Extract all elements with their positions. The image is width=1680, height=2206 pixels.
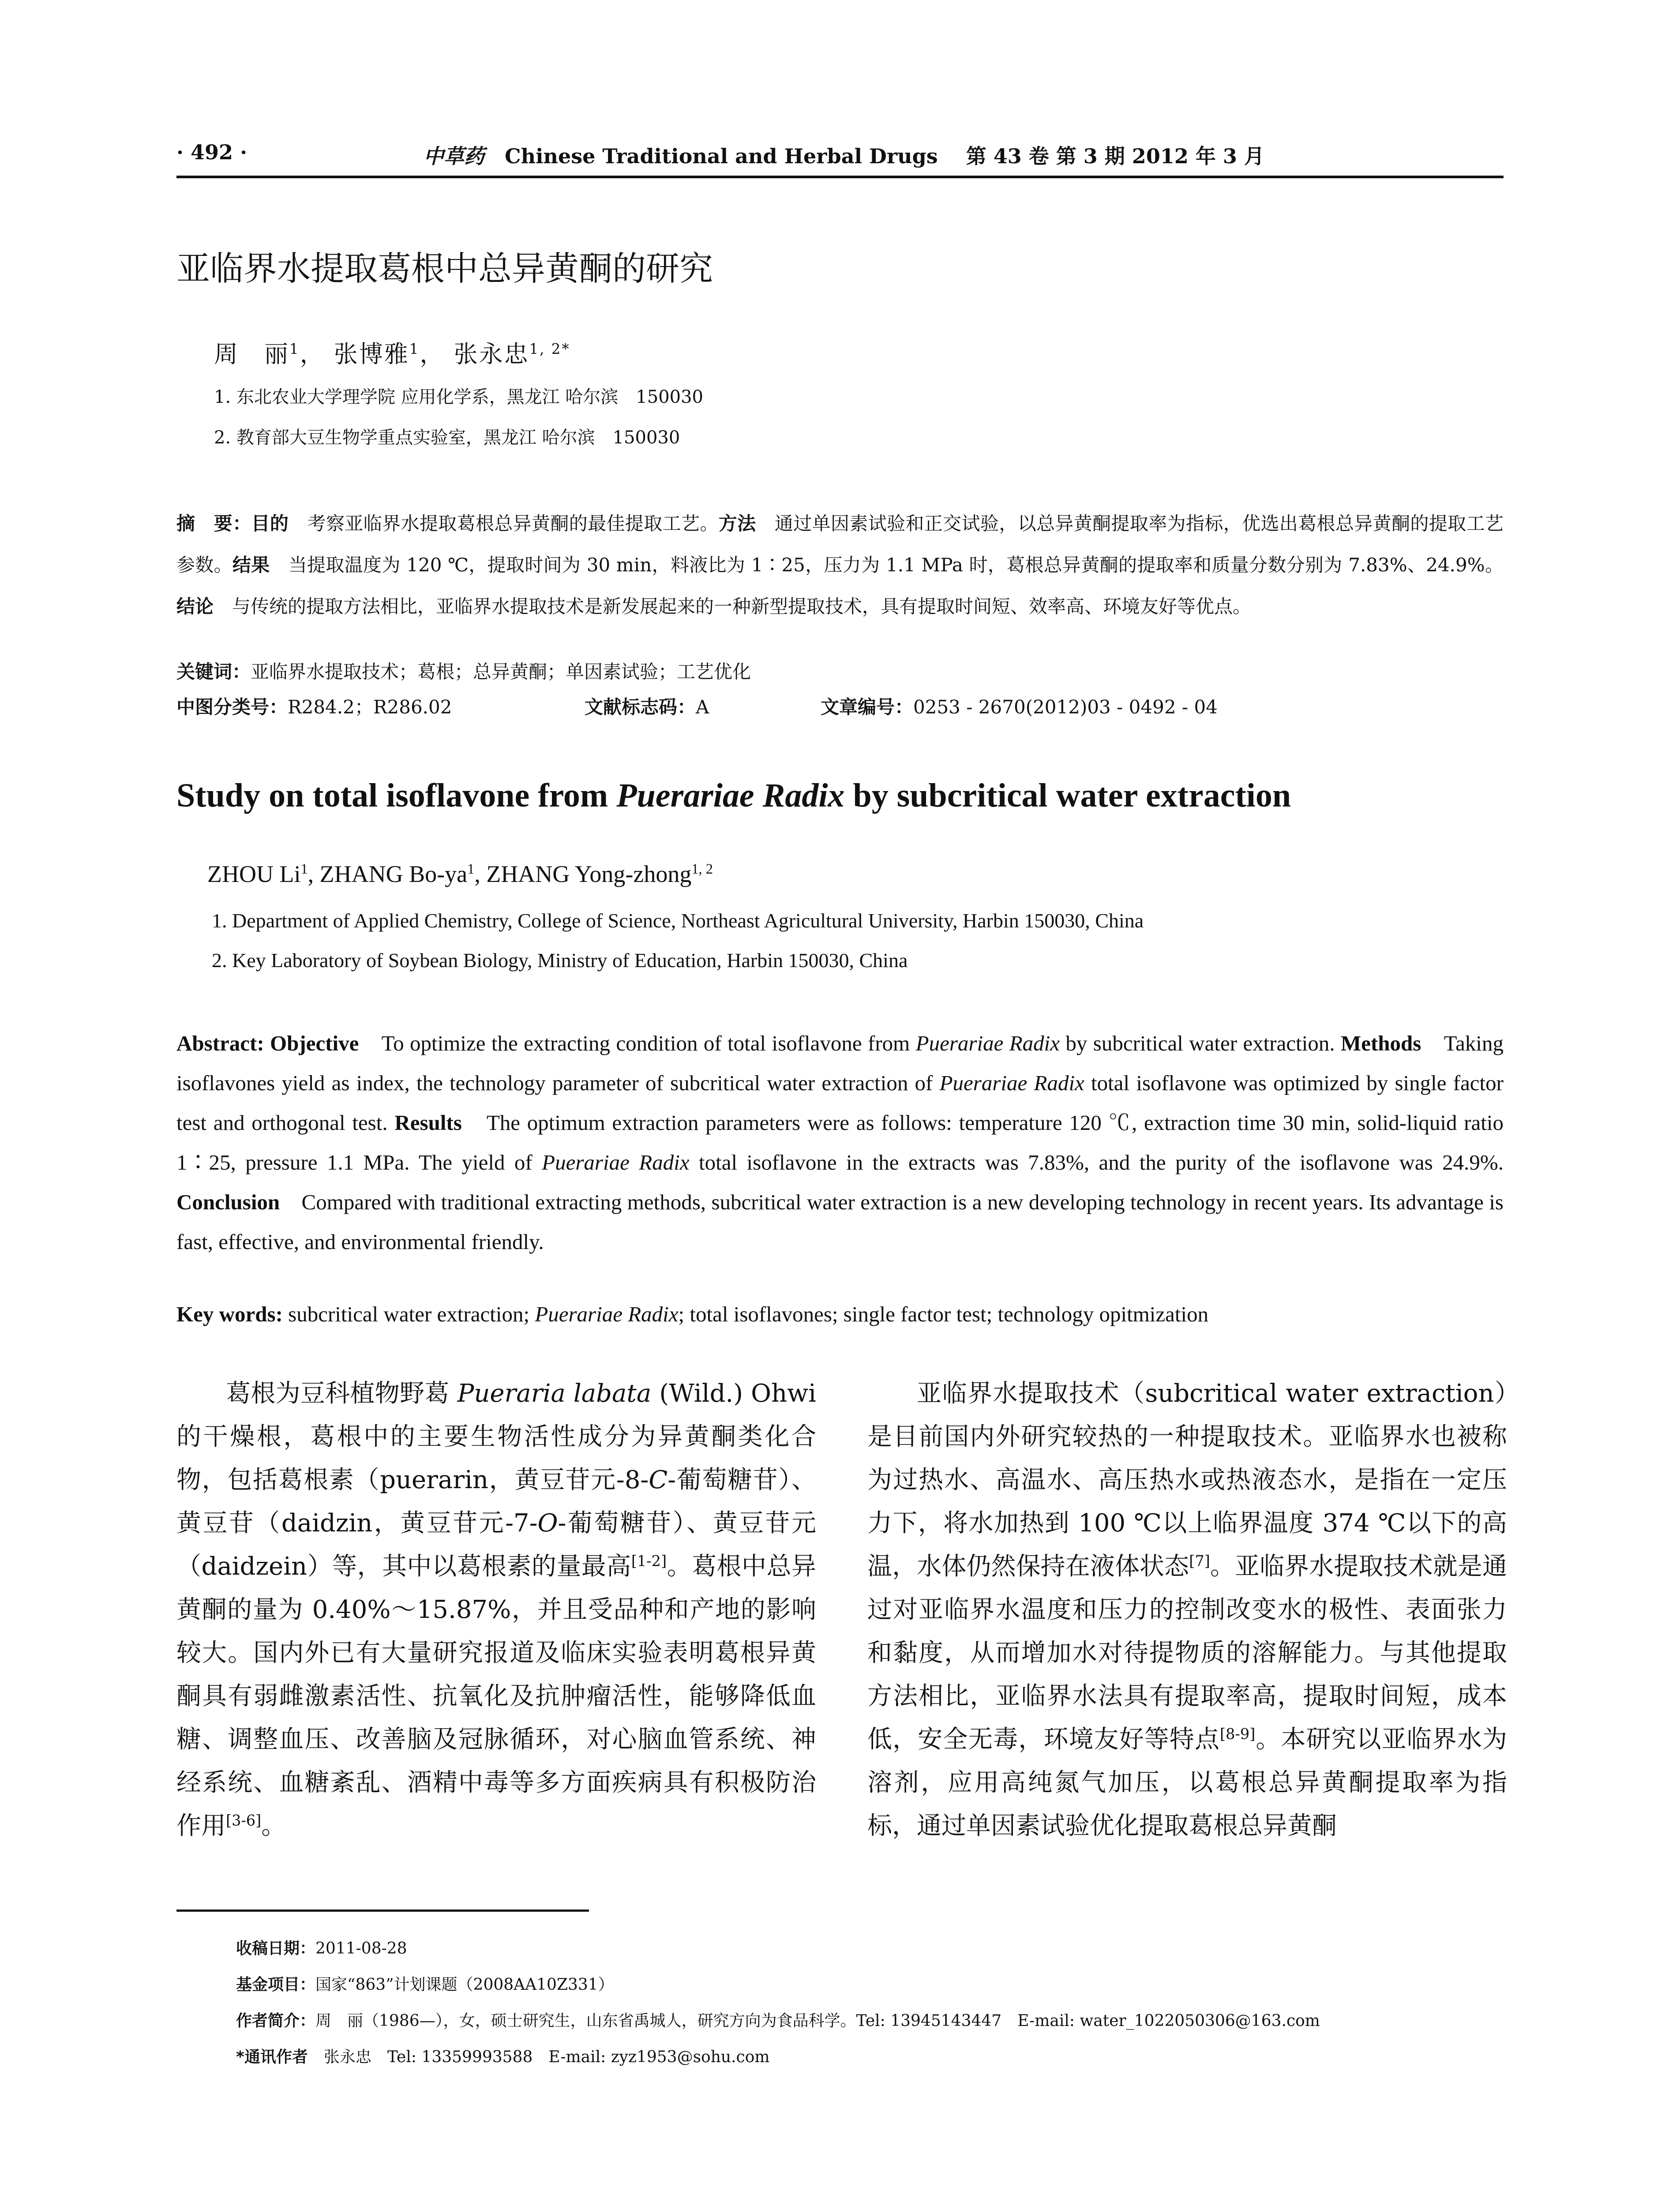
- body-column-right: [867, 1372, 1507, 1848]
- body-paragraph: 亚临界水提取技术（subcritical water extraction）是目前国内外研究较热的一种提取技术。亚临界水也被称为过热水、高温水、高压热水或热液态水，是指在一定压力下，将水加热到 100 ℃以上临界温度 374 ℃以下的高温，水体仍然保持在液体状态[7]。亚临界水提取技术就是通过对亚临界水温度和压力的控制改变水的极性、表面张力和黏度，从而增加水对待提物质的溶解能力。与其他提取方法相比，亚临界水法具有提取率高，提取时间短，成本低，安全无毒，环境友好等特点[8-9]。本研究以亚临界水为溶剂，应用高纯氮气加压，以葛根总异黄酮提取率为指标，通过单因素试验优化提取葛根总异黄酮: [867, 1379, 1508, 1840]
- keywords-text: 亚临界水提取技术；葛根；总异黄酮；单因素试验；工艺优化: [251, 661, 751, 683]
- conclusion-label-en: Conclusion: [176, 1190, 280, 1214]
- methods-label: 方法: [718, 513, 756, 534]
- title-en: Study on total isoflavone from Puerariae Radix by subcritical water extraction: [176, 777, 1291, 814]
- clc-number: 中图分类号：R284.2；R286.02: [176, 696, 452, 718]
- footnote-received: 收稿日期：2011-08-28: [236, 1940, 407, 1958]
- citation: [1-2]: [631, 1552, 667, 1570]
- running-header: [176, 140, 1504, 173]
- objective-text: 考察亚临界水提取葛根总异黄酮的最佳提取工艺。: [289, 513, 719, 534]
- document-code: 文献标志码：A: [585, 696, 709, 718]
- methods-text: 通过单因素试验和正交试验，以总异黄酮提取率为指标，优选出葛根总异黄酮的提取工艺参数。: [176, 513, 1504, 576]
- author-affiliation-mark: 1, 2*: [529, 341, 570, 357]
- author-name: ZHANG Yong-zhong: [486, 861, 692, 887]
- keywords-en-label: Key words:: [176, 1302, 283, 1326]
- author-name: 张永忠: [454, 340, 529, 368]
- author-name: 张博雅: [334, 340, 409, 368]
- citation: [8-9]: [1220, 1725, 1256, 1743]
- affiliation-cn-1: 1. 东北农业大学理学院 应用化学系，黑龙江 哈尔滨 150030: [214, 387, 704, 407]
- abstract-cn: [176, 503, 1504, 627]
- citation: [7]: [1189, 1552, 1210, 1570]
- affiliation-en-2: 2. Key Laboratory of Soybean Biology, Ministry of Education, Harbin 150030, China: [212, 949, 908, 972]
- page-number: · 492 ·: [176, 140, 248, 164]
- body-paragraph: 葛根为豆科植物野葛 Pueraria labata (Wild.) Ohwi 的干燥根，葛根中的主要生物活性成分为异黄酮类化合物，包括葛根素（puerarin，黄豆苷元-8-C-葡萄糖苷）、黄豆苷（daidzin，黄豆苷元-7-O-葡萄糖苷）、黄豆苷元（daidzein）等，其中以葛根素的量最高[1-2]。葛根中总异黄酮的量为 0.40%～15.87%，并且受品种和产地的影响较大。国内外已有大量研究报道及临床实验表明葛根异黄酮具有弱雌激素活性、抗氧化及抗肿瘤活性，能够降低血糖、调整血压、改善脑及冠脉循环，对心脑血管系统、神经系统、血糖紊乱、酒精中毒等多方面疾病具有积极防治作用[3-6]。: [176, 1379, 817, 1840]
- title-en-species: Puerariae Radix: [616, 777, 845, 814]
- journal-logo: 中草药: [424, 144, 484, 168]
- author-affiliation-mark: 1: [289, 341, 300, 357]
- footnote-author-bio: 作者简介：周 丽（1986—），女，硕士研究生，山东省禹城人，研究方向为食品科学。Tel: 13945143447 E-mail: water_1022050306@163.com: [236, 2012, 1320, 2030]
- objective-label: 目的: [251, 513, 289, 534]
- keywords-en: Key words: subcritical water extraction; Puerariae Radix; total isoflavones; single factor test; technology opitmization: [176, 1302, 1209, 1326]
- results-label-en: Results: [394, 1111, 462, 1135]
- results-label: 结果: [232, 554, 270, 576]
- abstract-en: Abstract: Objective To optimize the extracting condition of total isoflavone from Puerariae Radix by subcritical water extraction. Methods Taking isoflavones yield as index, the technology parameter of subcritical water extraction of Puerariae Radix total isoflavone was optimized by single factor test and orthogonal test. Results The optimum extraction parameters were as follows: temperature 120 ℃, extraction time 30 min, solid-liquid ratio 1∶25, pressure 1.1 MPa. The yield of Puerariae Radix total isoflavone in the extracts was 7.83%, and the purity of the isoflavone was 24.9%. Conclusion Compared with traditional extracting methods, subcritical water extraction is a new developing technology in recent years. Its advantage is fast, effective, and environmental friendly.: [176, 1031, 1504, 1254]
- footnote-fund: 基金项目：国家“863”计划课题（2008AA10Z331）: [236, 1976, 614, 1994]
- author-name: 周 丽: [214, 340, 289, 368]
- citation: [3-6]: [226, 1812, 262, 1829]
- author-name: ZHANG Bo-ya: [319, 861, 468, 887]
- article-number: 文章编号：0253 - 2670(2012)03 - 0492 - 04: [821, 696, 1218, 718]
- author-affiliation-mark: 1: [467, 861, 475, 877]
- conclusion-label: 结论: [176, 596, 214, 617]
- body-column-left: [176, 1372, 816, 1848]
- author-affiliation-mark: 1: [300, 861, 308, 877]
- affiliation-cn-2: 2. 教育部大豆生物学重点实验室，黑龙江 哈尔滨 150030: [214, 428, 680, 448]
- conclusion-text: 与传统的提取方法相比，亚临界水提取技术是新发展起来的一种新型提取技术，具有提取时间短、效率高、环境友好等优点。: [214, 596, 1252, 617]
- author-affiliation-mark: 1, 2: [691, 861, 713, 877]
- abstract-en-label: Abstract: Objective: [176, 1031, 359, 1055]
- keywords-cn: [176, 651, 1504, 693]
- authors-cn: 周 丽$^1$， 张博雅$^1$， 张永忠$^{1, 2*}$: [214, 340, 570, 368]
- authors-en: ZHOU Li$^1$, ZHANG $Bo-ya^1$, ZHANG Yong-zhong$^{1, 2}$: [207, 861, 713, 887]
- title-cn: 亚临界水提取葛根中总异黄酮的研究: [176, 249, 713, 288]
- methods-label-en: Methods: [1340, 1031, 1421, 1055]
- issue-info: 第 43 卷 第 3 期 2012 年 3 月: [966, 144, 1264, 168]
- footnote-rule: [176, 1910, 589, 1912]
- abstract-label: 摘 要：: [176, 513, 251, 534]
- author-name: ZHOU Li: [207, 861, 301, 887]
- results-text: 当提取温度为 120 ℃，提取时间为 30 min，料液比为 1∶25，压力为 1.1 MPa 时，葛根总异黄酮的提取率和质量分数分别为 7.83%、24.9%。: [270, 554, 1504, 576]
- author-affiliation-mark: 1: [409, 341, 420, 357]
- journal-name-en: Chinese Traditional and Herbal Drugs: [505, 144, 938, 168]
- footnote-corresponding: *通讯作者 张永忠 Tel: 13359993588 E-mail: zyz1953@sohu.com: [236, 2048, 770, 2066]
- keywords-label: 关键词：: [176, 661, 251, 683]
- journal-line: [424, 140, 1264, 169]
- affiliation-en-1: 1. Department of Applied Chemistry, College of Science, Northeast Agricultural University, Harbin 150030, China: [212, 909, 1144, 932]
- header-rule: [176, 176, 1504, 178]
